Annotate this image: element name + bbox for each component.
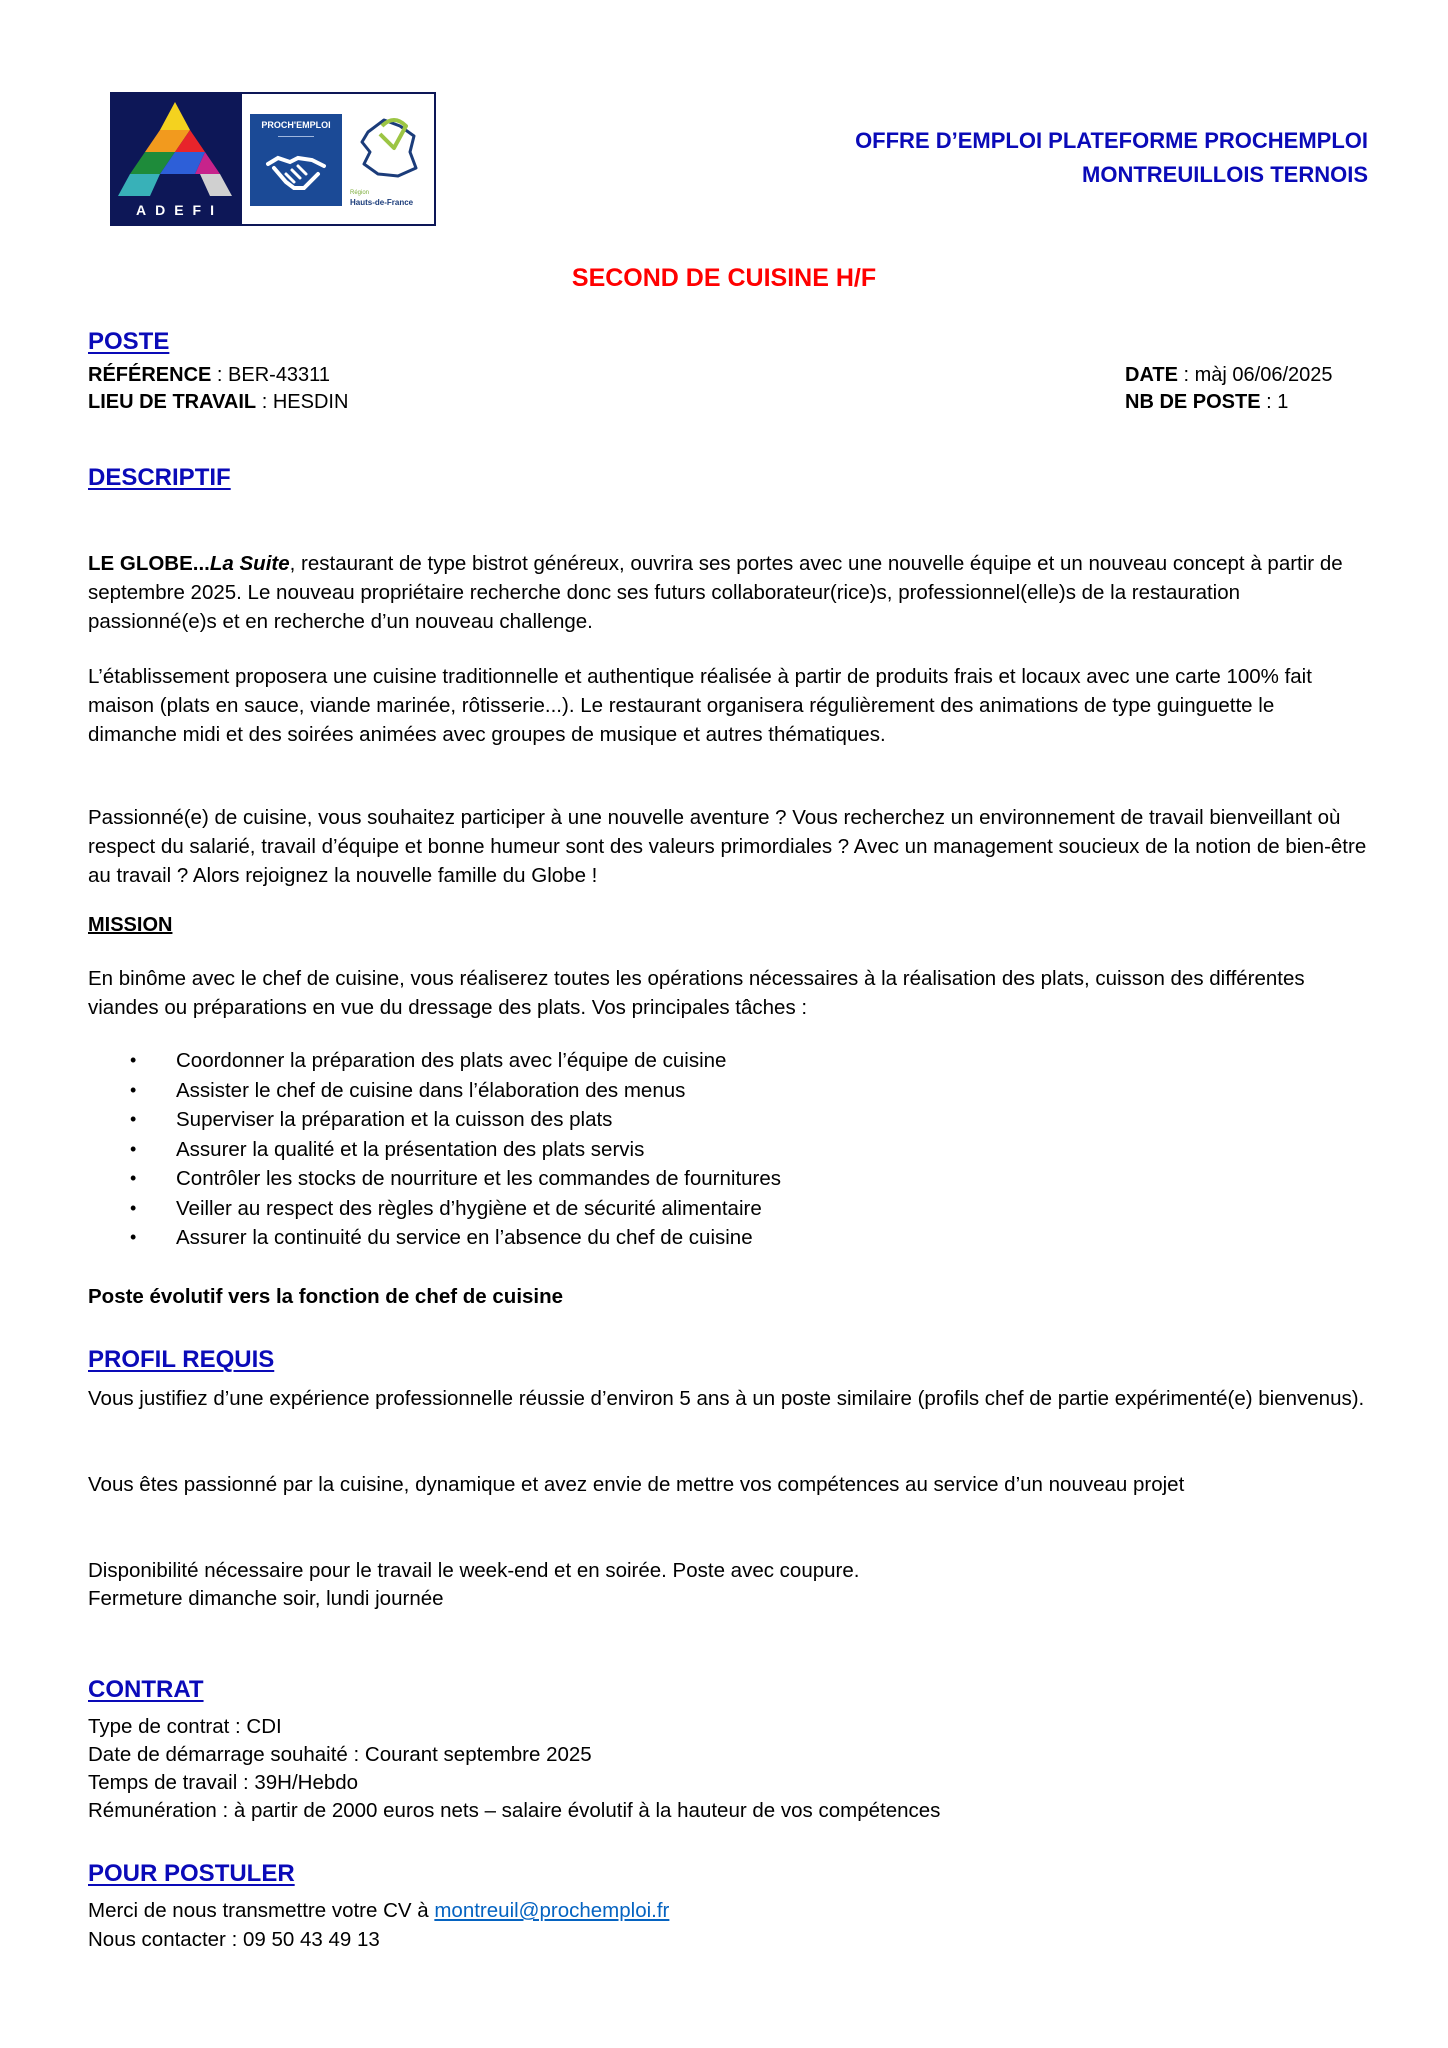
contract-salary: Rémunération : à partir de 2000 euros nets – salaire évolutif à la hauteur de vos compétences: [88, 1799, 941, 1822]
lieu-row: [88, 388, 348, 416]
task-item: • Superviser la préparation et la cuisson des plats: [88, 1105, 1368, 1135]
logo-banner: [110, 92, 436, 226]
profil-paragraph-1: Vous justifiez d’une expérience professionnelle réussie d’environ 5 ans à un poste similaire (profils chef de partie expérimenté(e) bienvenus).: [88, 1387, 1365, 1410]
task-item: • Assurer la qualité et la présentation des plats servis: [88, 1135, 1368, 1165]
region-label: Région: [350, 190, 370, 196]
contract-hours: Temps de travail : 39H/Hebdo: [88, 1771, 359, 1794]
date-value: : màj 06/06/2025: [1177, 364, 1333, 386]
mission-intro: En binôme avec le chef de cuisine, vous réaliserez toutes les opérations nécessaires à la réalisation des plats, cuisson des différentes viandes ou préparations en vue du dressage des plats. Vos principales tâches :: [88, 967, 1305, 1019]
descriptif-paragraph-1: [88, 549, 1368, 636]
descriptif-paragraph-3: Passionné(e) de cuisine, vous souhaitez participer à une nouvelle aventure ? Vous recherchez un environnement de travail bienveillant où respect du salarié, travail d’équipe et bonne humeur sont des valeurs primordiales ? Avec un management soucieux de la notion de bien-être au travail ? Alors rejoignez la nouvelle famille du Globe !: [88, 806, 1367, 887]
task-item: • Assurer la continuité du service en l’absence du chef de cuisine: [88, 1223, 1368, 1253]
adefi-triangle-icon: [110, 92, 240, 202]
section-heading-poste: POSTE: [88, 328, 170, 355]
evolution-note: Poste évolutif vers la fonction de chef de cuisine: [88, 1285, 564, 1308]
task-item: • Contrôler les stocks de nourriture et les commandes de fournitures: [88, 1164, 1368, 1194]
task-list: [88, 1046, 1368, 1253]
region-name: Hauts-de-France: [350, 198, 414, 207]
job-title: SECOND DE CUISINE H/F: [571, 264, 877, 292]
lieu-value: : HESDIN: [256, 391, 349, 413]
section-heading-profil: PROFIL REQUIS: [88, 1346, 275, 1373]
descriptif-paragraph-2: L’établissement proposera une cuisine traditionnelle et authentique réalisée à partir de produits frais et locaux avec une carte 100% fait maison (plats en sauce, viande marinée, rôtisserie...). Le restaurant organisera régulièrement des animations de type guinguette le dimanche midi et des soirées animées avec groupes de musique et autres thématiques.: [88, 665, 1312, 746]
prochemploi-logo-text: PROCH'EMPLOI: [261, 120, 331, 130]
profil-paragraph-4: Fermeture dimanche soir, lundi journée: [88, 1587, 444, 1610]
apply-cv-text: Merci de nous transmettre votre CV à: [88, 1899, 435, 1922]
nb-poste-value: : 1: [1260, 391, 1289, 413]
reference-row: [88, 361, 330, 389]
restaurant-name: LE GLOBE...: [88, 552, 210, 575]
contact-phone: Nous contacter : 09 50 43 49 13: [88, 1928, 380, 1951]
reference-label: RÉFÉRENCE: [88, 364, 212, 386]
divider: [278, 136, 314, 137]
email-link[interactable]: montreuil@prochemploi.fr: [434, 1899, 670, 1922]
profil-paragraph-2: Vous êtes passionné par la cuisine, dynamique et avez envie de mettre vos compétences au service d’un nouveau projet: [88, 1473, 1185, 1496]
descriptif-paragraph-1-text: , restaurant de type bistrot généreux, ouvrira ses portes avec une nouvelle équipe et un nouveau concept à partir de septembre 2025. Le nouveau propriétaire recherche donc ses futurs collaborateur(rice)s, professionnel(elle)s de la restauration passionné(e)s et en recherche d’un nouveau challenge.: [88, 552, 1343, 633]
handshake-icon: [264, 144, 328, 200]
section-heading-contrat: CONTRAT: [88, 1676, 204, 1703]
task-item: • Coordonner la préparation des plats avec l’équipe de cuisine: [88, 1046, 1368, 1076]
france-map-heart-icon: [354, 112, 424, 182]
date-row: [1125, 361, 1333, 389]
apply-cv-line: [88, 1896, 1368, 1925]
prochemploi-region-logo: [240, 92, 436, 226]
lieu-label: LIEU DE TRAVAIL: [88, 391, 257, 413]
reference-value: : BER-43311: [211, 364, 330, 386]
contract-start-date: Date de démarrage souhaité : Courant septembre 2025: [88, 1743, 592, 1766]
section-heading-postuler: POUR POSTULER: [88, 1860, 295, 1887]
adefi-logo: [110, 92, 240, 226]
adefi-logo-text: ADEFI: [136, 202, 223, 218]
nb-poste-row: [1125, 388, 1288, 416]
restaurant-name-suffix: La Suite: [209, 552, 290, 575]
offer-header: [855, 124, 1368, 192]
task-item: • Veiller au respect des règles d’hygiène et de sécurité alimentaire: [88, 1194, 1368, 1224]
date-label: DATE: [1125, 364, 1178, 386]
contract-type: Type de contrat : CDI: [88, 1715, 282, 1738]
section-heading-mission: MISSION: [88, 914, 173, 936]
nb-poste-label: NB DE POSTE: [1125, 391, 1261, 413]
profil-paragraph-3: Disponibilité nécessaire pour le travail le week-end et en soirée. Poste avec coupure.: [88, 1559, 860, 1582]
section-heading-descriptif: DESCRIPTIF: [88, 464, 231, 491]
task-item: • Assister le chef de cuisine dans l’élaboration des menus: [88, 1076, 1368, 1106]
header-line-2: MONTREUILLOIS TERNOIS: [1082, 162, 1368, 187]
header-line-1: OFFRE D’EMPLOI PLATEFORME PROCHEMPLOI: [855, 128, 1368, 153]
prochemploi-logo: [250, 114, 342, 206]
